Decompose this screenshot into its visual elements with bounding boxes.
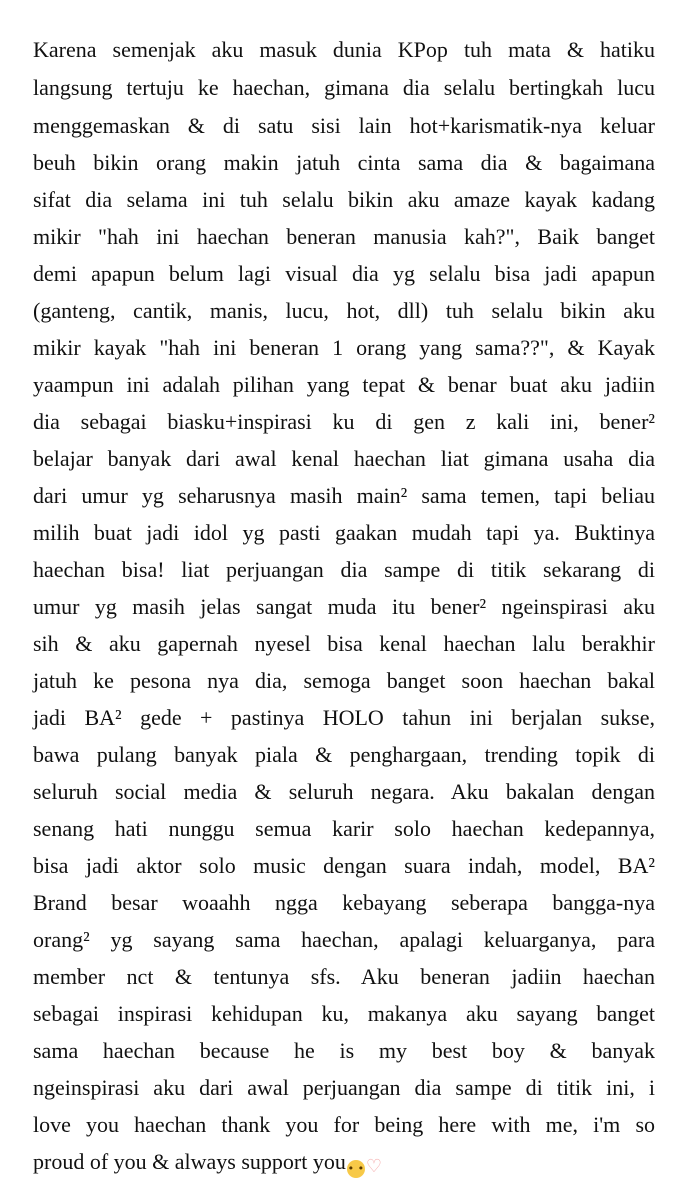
text-line-last-content: proud of you & always support you [33,1149,346,1174]
text-line: (ganteng, cantik, manis, lucu, hot, dll) tuh selalu bikin aku [33,298,655,323]
text-line: mikir "hah ini haechan beneran manusia kah?", Baik banget [33,224,655,249]
text-line: demi apapun belum lagi visual dia yg selalu bisa jadi apapun [33,261,655,286]
text-line: bisa jadi aktor solo music dengan suara indah, model, BA² [33,853,655,878]
text-line: senang hati nunggu semua karir solo haechan kedepannya, [33,816,655,841]
text-line: mikir kayak "hah ini beneran 1 orang yang sama??", & Kayak [33,335,655,360]
text-line: member nct & tentunya sfs. Aku beneran jadiin haechan [33,964,655,989]
text-line: jadi BA² gede + pastinya HOLO tahun ini berjalan sukse, [33,705,655,730]
text-line: Brand besar woaahh ngga kebayang seberapa bangga-nya [33,890,655,915]
hand-heart-emoji-icon: ♡ [365,1156,382,1177]
text-line: sih & aku gapernah nyesel bisa kenal haechan lalu berakhir [33,631,655,656]
text-line: umur yg masih jelas sangat muda itu bener² ngeinspirasi aku [33,594,655,619]
text-line: sebagai inspirasi kehidupan ku, makanya aku sayang banget [33,1001,655,1026]
text-line: dari umur yg seharusnya masih main² sama temen, tapi beliau [33,483,655,508]
text-line: sama haechan because he is my best boy & banyak [33,1038,655,1063]
pleading-face-emoji-icon: • • [347,1160,365,1178]
text-line: love you haechan thank you for being here with me, i'm so [33,1112,655,1137]
text-line: belajar banyak dari awal kenal haechan liat gimana usaha dia [33,446,655,471]
text-line: jatuh ke pesona nya dia, semoga banget soon haechan bakal [33,668,655,693]
text-line: milih buat jadi idol yg pasti gaakan mudah tapi ya. Buktinya [33,520,655,545]
text-line: dia sebagai biasku+inspirasi ku di gen z kali ini, bener² [33,409,655,434]
text-line: haechan bisa! liat perjuangan dia sampe di titik sekarang di [33,557,655,582]
text-line: langsung tertuju ke haechan, gimana dia selalu bertingkah lucu [33,75,655,100]
text-line: sifat dia selama ini tuh selalu bikin aku amaze kayak kadang [33,187,655,212]
text-line: yaampun ini adalah pilihan yang tepat & benar buat aku jadiin [33,372,655,397]
text-line: ngeinspirasi aku dari awal perjuangan dia sampe di titik ini, i [33,1075,655,1100]
text-line: orang² yg sayang sama haechan, apalagi keluarganya, para [33,927,655,952]
text-line: seluruh social media & seluruh negara. Aku bakalan dengan [33,779,655,804]
text-line: Karena semenjak aku masuk dunia KPop tuh mata & hatiku [33,37,655,62]
text-line: beuh bikin orang makin jatuh cinta sama dia & bagaimana [33,150,655,175]
text-line: bawa pulang banyak piala & penghargaan, trending topik di [33,742,655,767]
text-line: menggemaskan & di satu sisi lain hot+karismatik-nya keluar [33,113,655,138]
text-line-last [33,1142,655,1182]
